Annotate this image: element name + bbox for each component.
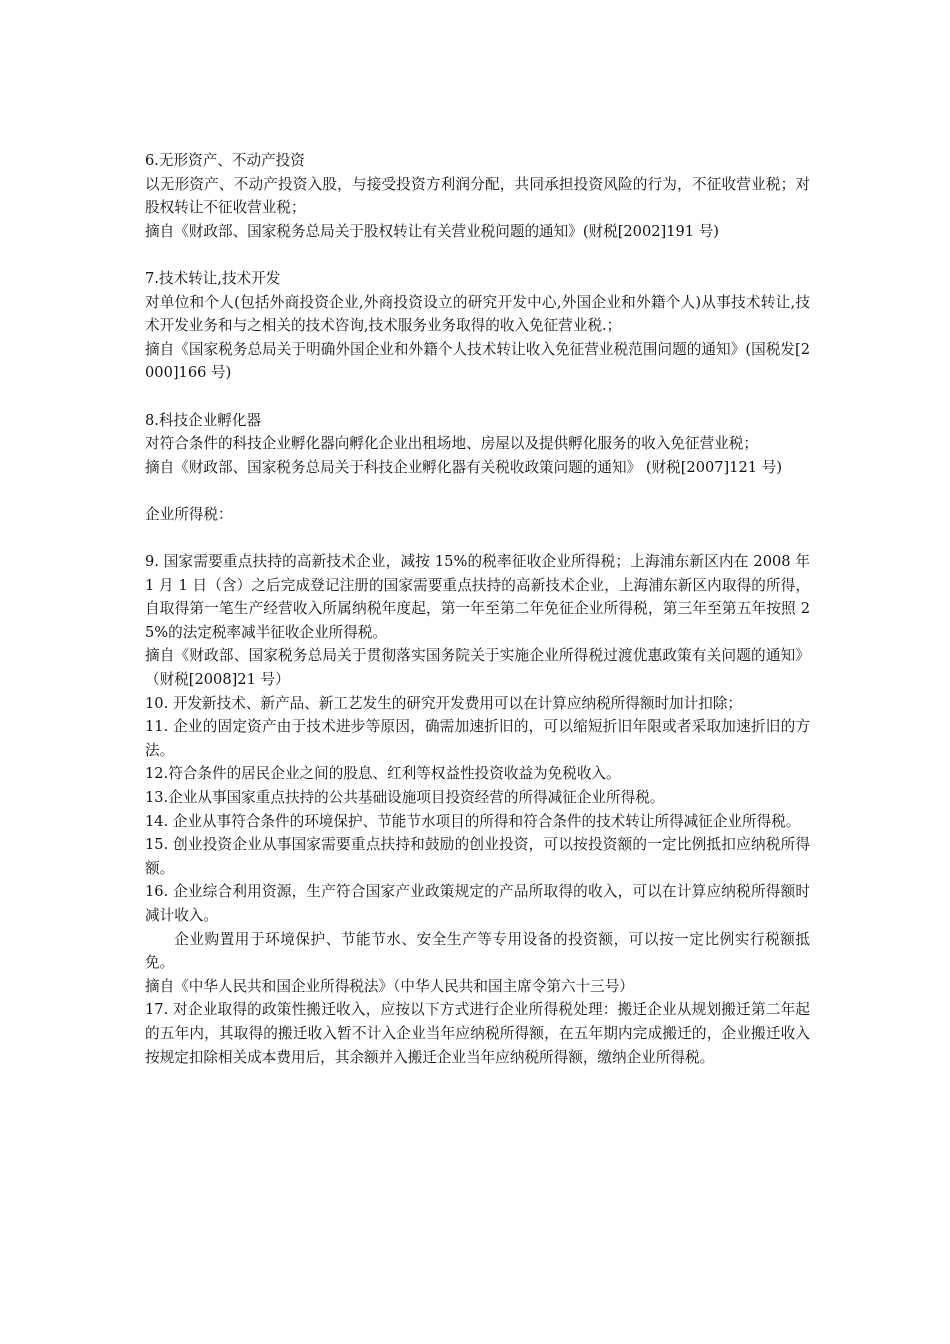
section-body-6: 以无形资产、不动产投资入股，与接受投资方利润分配，共同承担投资风险的行为，不征收营业税；对股权转让不征收营业税； bbox=[145, 175, 810, 217]
section-source-6: 摘自《财政部、国家税务总局关于股权转让有关营业税问题的通知》(财税[2002]191 号) bbox=[145, 222, 720, 240]
section-body-8: 对符合条件的科技企业孵化器向孵化企业出租场地、房屋以及提供孵化服务的收入免征营业税； bbox=[145, 435, 758, 453]
section-source-7: 摘自《国家税务总局关于明确外国企业和外籍个人技术转让收入免征营业税范围问题的通知》(国税发[2000]166 号) bbox=[145, 340, 810, 382]
document-page bbox=[145, 149, 810, 1069]
item-11: 11. 企业的固定资产由于技术进步等原因，确需加速折旧的，可以缩短折旧年限或者采取加速折旧的方法。 bbox=[145, 718, 810, 759]
item-15: 15. 创业投资企业从事国家需要重点扶持和鼓励的创业投资，可以按投资额的一定比例抵扣应纳税所得额。 bbox=[145, 836, 810, 877]
section-heading-6: 6.无形资产、不动产投资 bbox=[145, 152, 305, 169]
item-17: 17. 对企业取得的政策性搬迁收入，应按以下方式进行企业所得税处理：搬迁企业从规划搬迁第二年起的五年内，其取得的搬迁收入暂不计入企业当年应纳税所得额，在五年期内完成搬迁的，企业搬迁收入按规定扣除相关成本费用后，其余额并入搬迁企业当年应纳税所得额，缴纳企业所得税。 bbox=[145, 1001, 810, 1066]
blank-line bbox=[145, 385, 810, 409]
income-tax-heading: 企业所得税： bbox=[145, 505, 233, 523]
section-body-7: 对单位和个人(包括外商投资企业,外商投资设立的研究开发中心,外国企业和外籍个人)从事技术转让,技术开发业务和与之相关的技术咨询,技术服务业务取得的收入免征营业税.； bbox=[145, 293, 810, 335]
item-14: 14. 企业从事符合条件的环境保护、节能节水项目的所得和符合条件的技术转让所得减征企业所得税。 bbox=[145, 812, 801, 830]
section-heading-8: 8.科技企业孵化器 bbox=[145, 411, 262, 429]
item-9-source: 摘自《财政部、国家税务总局关于贯彻落实国务院关于实施企业所得税过渡优惠政策有关问题的通知》（财税[2008]21 号） bbox=[145, 647, 810, 689]
section-source-8: 摘自《财政部、国家税务总局关于科技企业孵化器有关税收政策问题的通知》 (财税[2007]121 号) bbox=[145, 458, 783, 476]
blank-line bbox=[145, 527, 810, 551]
law-source: 摘自《中华人民共和国企业所得税法》（中华人民共和国主席令第六十三号） bbox=[145, 977, 634, 995]
item-9: 9. 国家需要重点扶持的高新技术企业，减按 15%的税率征收企业所得税；上海浦东新区内在 2008 年 1 月 1 日（含）之后完成登记注册的国家需要重点扶持的高新技术企业，上海浦东新区内取得的所得，自取得第一笔生产经营收入所属纳税年度起，第一年至第二年免征企业所得税，第三年至第五年按照 25%的法定税率减半征收企业所得税。 bbox=[145, 553, 810, 641]
item-16: 16. 企业综合利用资源，生产符合国家产业政策规定的产品所取得的收入，可以在计算应纳税所得额时减计收入。 bbox=[145, 883, 810, 924]
indented-paragraph: 企业购置用于环境保护、节能节水、安全生产等专用设备的投资额，可以按一定比例实行税额抵免。 bbox=[145, 930, 810, 972]
item-12: 12.符合条件的居民企业之间的股息、红利等权益性投资收益为免税收入。 bbox=[145, 765, 621, 783]
item-10: 10. 开发新技术、新产品、新工艺发生的研究开发费用可以在计算应纳税所得额时加计扣除； bbox=[145, 694, 743, 712]
item-13: 13.企业从事国家重点扶持的公共基础设施项目投资经营的所得减征企业所得税。 bbox=[145, 789, 665, 807]
section-heading-7: 7.技术转让,技术开发 bbox=[145, 269, 281, 287]
blank-line bbox=[145, 479, 810, 503]
blank-line bbox=[145, 243, 810, 267]
